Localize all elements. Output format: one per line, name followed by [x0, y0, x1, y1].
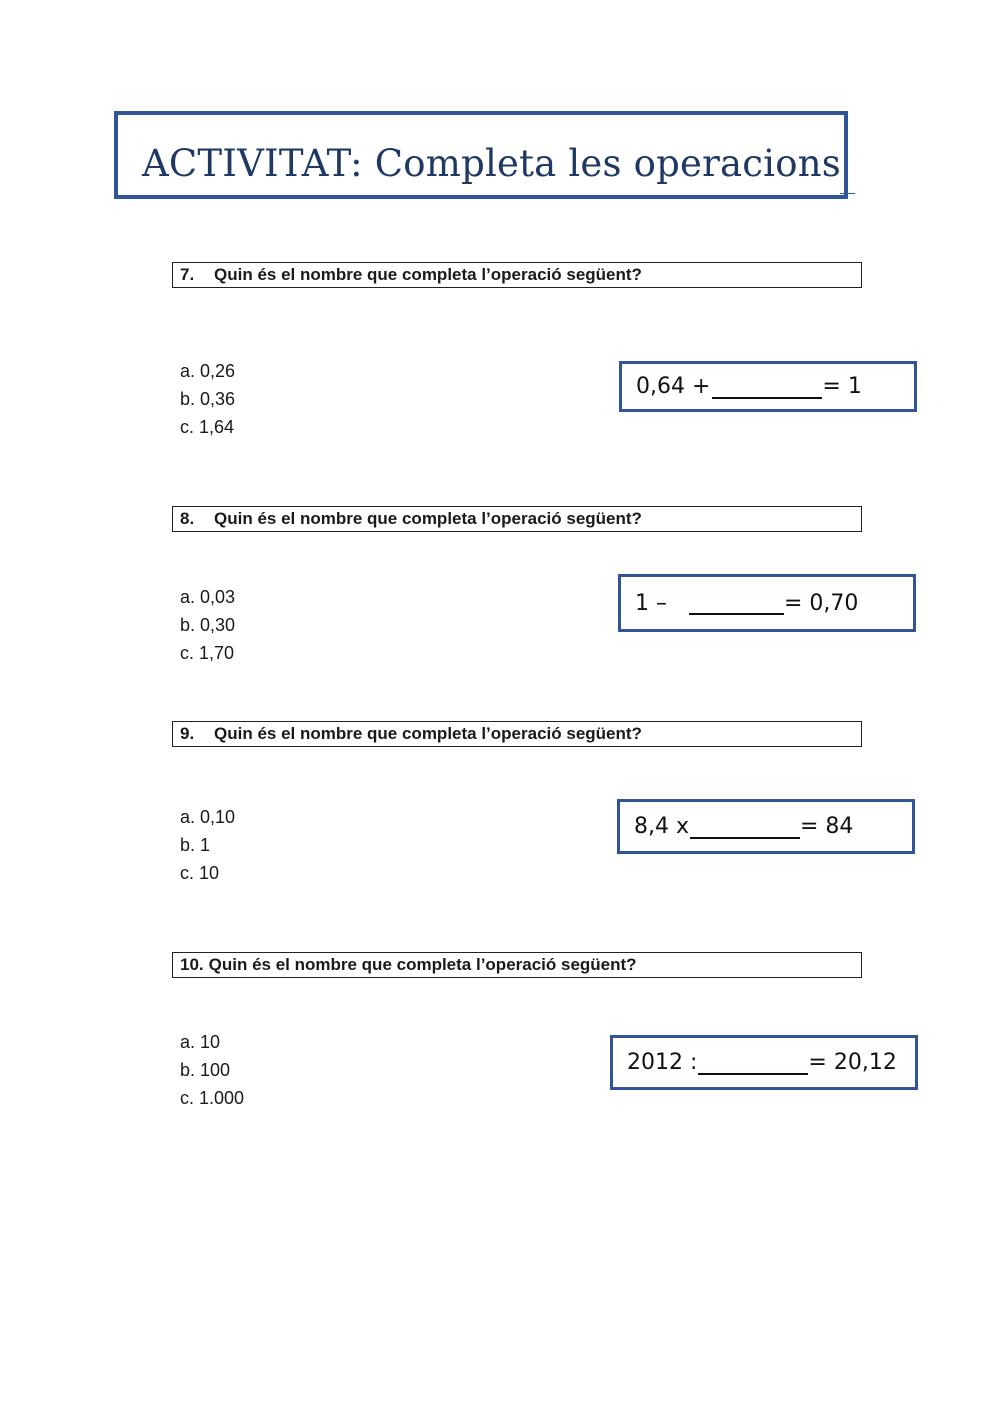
question-7-option-b[interactable]: b. 0,36	[180, 389, 236, 409]
question-7-operation-left: 0,64 +	[636, 374, 711, 399]
question-7-number: 7.	[180, 265, 195, 284]
question-9-option-b[interactable]: b. 1	[180, 835, 211, 855]
question-9-option-a[interactable]: a. 0,10	[180, 807, 236, 827]
question-9-options	[180, 803, 235, 887]
question-10-operation-right: = 20,12	[808, 1050, 897, 1075]
question-8-operation-right: = 0,70	[784, 590, 859, 616]
question-9-answer-blank[interactable]	[690, 815, 800, 839]
question-10-option-b[interactable]: b. 100	[180, 1060, 231, 1080]
question-7-options	[180, 357, 235, 441]
question-7-option-a[interactable]: a. 0,26	[180, 361, 236, 381]
question-9-operation-right: = 84	[800, 814, 854, 839]
title-underline	[840, 193, 855, 194]
question-8-operation-left: 1 –	[635, 590, 667, 616]
question-10-answer-blank[interactable]	[698, 1051, 808, 1075]
question-8-option-b[interactable]: b. 0,30	[180, 615, 236, 635]
question-9-option-c[interactable]: c. 10	[180, 863, 220, 883]
question-8-number: 8.	[180, 509, 195, 528]
page-title: ACTIVITAT: Completa les operacions	[142, 142, 841, 185]
question-9-operation-left: 8,4 x	[634, 814, 689, 839]
question-9-operation-box	[617, 799, 915, 854]
question-8-option-c[interactable]: c. 1,70	[180, 643, 235, 663]
question-10-operation-left: 2012 :	[627, 1050, 698, 1075]
question-10-option-a[interactable]: a. 10	[180, 1032, 221, 1052]
question-10-number: 10.	[180, 955, 204, 974]
question-9-number: 9.	[180, 724, 195, 743]
question-10-text: Quin és el nombre que completa l’operació següent?	[208, 955, 637, 974]
question-8-text: Quin és el nombre que completa l’operació següent?	[214, 509, 642, 528]
question-7-header	[172, 262, 862, 288]
question-10-header	[172, 952, 862, 978]
question-7-operation-box	[619, 361, 917, 412]
question-7-text: Quin és el nombre que completa l’operació següent?	[214, 265, 642, 284]
question-8-answer-blank[interactable]	[689, 591, 784, 615]
question-10-operation-box	[610, 1035, 918, 1090]
question-8-header	[172, 506, 862, 532]
question-8-option-a[interactable]: a. 0,03	[180, 587, 236, 607]
question-7-operation-right: = 1	[822, 374, 862, 399]
question-7-answer-blank[interactable]	[712, 375, 822, 399]
question-7-option-c[interactable]: c. 1,64	[180, 417, 235, 437]
question-8-options	[180, 583, 235, 667]
question-10-option-c[interactable]: c. 1.000	[180, 1088, 245, 1108]
question-8-operation-box	[618, 574, 916, 632]
question-9-header	[172, 721, 862, 747]
question-9-text: Quin és el nombre que completa l’operació següent?	[214, 724, 642, 743]
question-10-options	[180, 1028, 244, 1112]
